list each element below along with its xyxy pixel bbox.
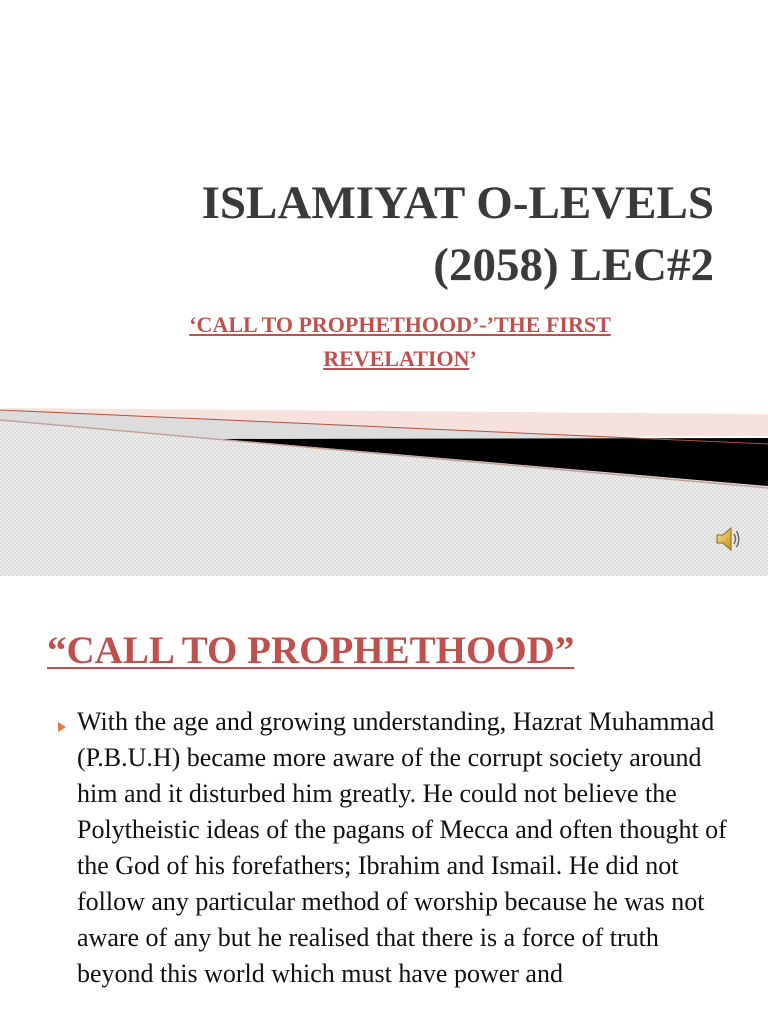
subtitle-line2: REVELATION [323, 346, 470, 371]
slide-title-line1: ISLAMIYAT O-LEVELS [201, 177, 714, 229]
bullet-text: With the age and growing understanding, Hazrat Muhammad (P.B.U.H) became more aware of the corrupt society around him and it disturbed him greatly. He could not believe the Polytheistic ideas of the pagans of Mecca and often thought of the God of his forefathers; Ibrahim and Ismail. He did not follow any particular method of worship because he was not aware of any but he realised that there is a force of truth beyond this world which must have power and [77, 707, 727, 988]
slide-subtitle [120, 308, 680, 376]
slide-title [202, 172, 714, 296]
decorative-band [0, 408, 768, 576]
speaker-icon[interactable] [714, 524, 742, 554]
content-slide [0, 576, 768, 1024]
triangle-bullet-icon [58, 722, 66, 732]
slide-heading: “CALL TO PROPHETHOOD” [47, 629, 575, 672]
subtitle-line1: ‘CALL TO PROPHETHOOD’-’THE FIRST [189, 312, 611, 337]
slide-title-line2: (2058) LEC#2 [433, 239, 714, 291]
subtitle-closing-quote: ’ [469, 346, 477, 371]
